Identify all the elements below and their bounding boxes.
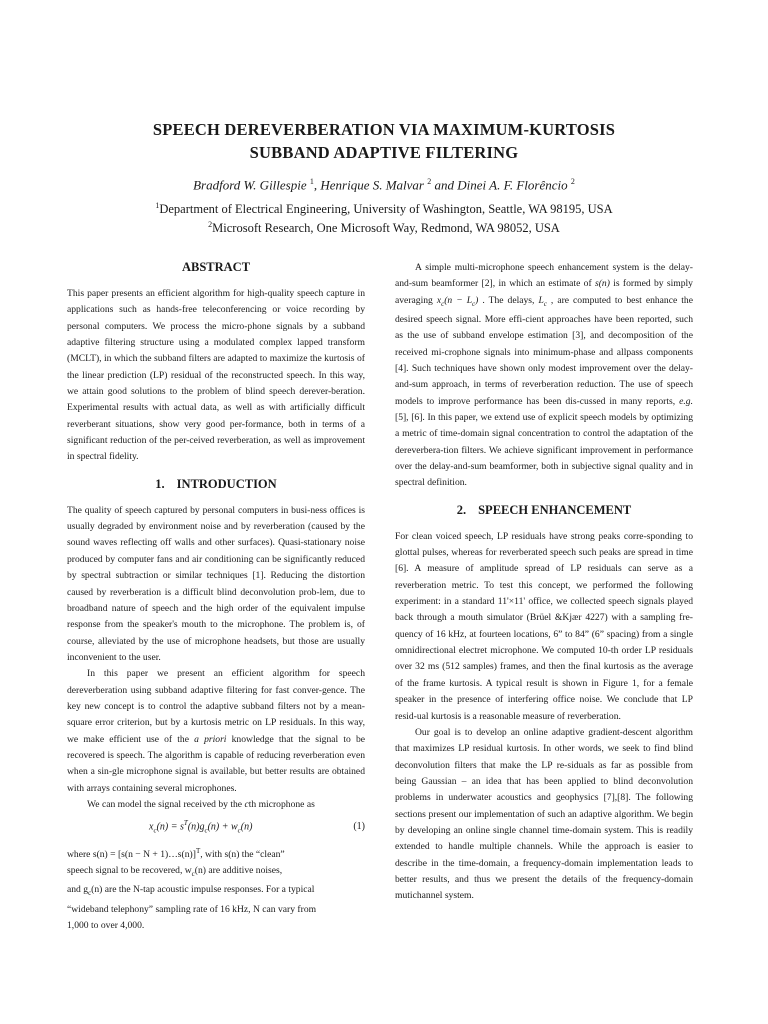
- author-list: [60, 174, 708, 193]
- text-run: (n) are additive noises,: [194, 865, 283, 877]
- affiliation-text: Microsoft Research, One Microsoft Way, Redmond, WA 98052, USA: [212, 221, 560, 236]
- text-run: [5], [6]. In this paper, we extend use of explicit speech models by optimizing a metric of time-domain signal concentration to control the adaptation of the dereverbera-tion filters. We achieve significant improvement in performance over the delay-and-sum beamformer, both in subjective signal quality and in spectral definition.: [395, 412, 693, 489]
- text-run: “wideband telephony” sampling rate of 16 kHz, N can vary from: [67, 903, 317, 915]
- title-line-2: SUBBAND ADAPTIVE FILTERING: [249, 143, 519, 162]
- right-column: [395, 260, 693, 905]
- author-separator: and: [431, 177, 458, 193]
- text-run: th microphone as: [248, 798, 315, 810]
- text-run: A simple multi-microphone speech enhancement system is the delay-and-sum beamformer [2], in which an estimate of: [395, 262, 693, 290]
- eq-part: (n): [240, 821, 253, 833]
- equation-body: $x_c(n) = s^T(n)g_c(n) + w_c(n)$: [149, 819, 253, 835]
- math-symbol: L: [538, 294, 544, 306]
- eq-part: x: [149, 821, 154, 833]
- italic-text: e.g.: [679, 395, 693, 407]
- text-run: , with s(n) the “clean”: [200, 848, 285, 860]
- italic-text: c: [244, 798, 249, 810]
- equation-1: [67, 813, 365, 840]
- text-run: We can model the signal received by the: [87, 798, 245, 810]
- section-heading-introduction: [67, 476, 365, 492]
- equation-number: (1): [353, 820, 365, 832]
- author-affiliation-mark: 2: [570, 177, 575, 186]
- abstract-text: This paper presents an efficient algorithm for high-quality speech capture in applications such as hands-free teleconferencing or voice recording by personal computers. We process the micro-phone signals by a subband adaptive filtering structure using a modulated complex lapped transform (MCLT), in which the subband filters are adapted to maximize the kurtosis of the linear prediction (LP) residual of the reconstructed speech. In this way, we attain good solutions to the problem of blind speech derever-beration. Experimental results with actual data, as well as with artificially difficult reverberant situations, show very good per-formance, both in terms of a significant reduction of the per-ceived reverberation, as well as improvement in spectral fidelity.: [67, 288, 365, 463]
- affiliation-line: [60, 198, 708, 217]
- eq-part: (n)g: [187, 821, 205, 833]
- equation-explanation: where s(n) = [s(n − N + 1)…s(n)]$^T$, with s(n) the “clean” speech signal to be recovered, $w_c(n)$ are additive noises, and $g_c(n)$ are the N-tap acoustic impulse responses. For a typical “wideband telephony” sampling rate of 16 kHz, N can vary from 1,000 to over 4,000.: [67, 846, 317, 932]
- intro-paragraph-1: The quality of speech captured by personal computers in busi-ness offices is usually degraded by environment noise and by reverberation (caused by the sound waves reflecting off walls and other surfaces). Quasi-stationary noise produced by computer fans and air conditioning can be significantly reduced by spectral subtraction or similar techniques [1]. Reducing the distortion caused by reverberation is a difficult blind deconvolution prob-lem, due to broadband nature of speech and the high order of the equivalent impulse response from the speaker's mouth to the microphone. The problem is, of course, alleviated by the use of microphone headsets, but those are usually inconvenient to the user.: [67, 504, 365, 663]
- abstract-heading: ABSTRACT: [181, 260, 251, 274]
- section-title: SPEECH ENHANCEMENT: [478, 502, 632, 517]
- author-name: Henrique S. Malvar: [320, 177, 424, 193]
- eq-part: (n) + w: [207, 821, 238, 833]
- intro-paragraph-2: [67, 666, 365, 797]
- affiliation-mark: 2: [208, 220, 213, 230]
- author-separator: ,: [313, 177, 321, 193]
- author-affiliation-mark: 1: [309, 177, 314, 186]
- text-run: In this paper we present an efficient algorithm for speech dereverberation using subband adaptive filtering for fast conver-gence. The key new concept is to control the adaptive subband filters not by a mean-square error criterion, but by a kurtosis metric on LP residuals. In this way, we make efficient use of the: [67, 668, 365, 745]
- paper-title: [60, 118, 708, 164]
- affiliations: [60, 198, 708, 236]
- right-paragraph-1: A simple multi-microphone speech enhancement system is the delay-and-sum beamformer [2], in which an estimate of s(n) is formed by simply averaging $x_c(n - L_c)$ . The delays, $L_c$ , are computed to best enhance the desired speech signal. More effi-cient approaches have been reported, such as the use of subband envelope estimation [3], and decomposition of the received mi-crophone signals into minimum-phase and allpass components [4]. Such techniques have shown only modest improvement over the delay-and-sum approach, in terms of reverberation reduction. The use of speech models to improve performance has been dis-cussed in many reports, e.g. [5], [6]. In this paper, we extend use of explicit speech models by optimizing a metric of time-domain signal concentration to control the adaptation of the dereverbera-tion filters. We achieve significant improvement in performance over the delay-and-sum beamformer, both in subjective signal quality and in spectral definition.: [395, 262, 693, 489]
- intro-paragraph-3: [67, 797, 365, 813]
- text-run: is formed by simply averaging: [395, 278, 693, 306]
- math-symbol: (n − L: [444, 294, 473, 306]
- affiliation-text: Department of Electrical Engineering, University of Washington, Seattle, WA 98195, USA: [159, 202, 613, 217]
- title-line-1: SPEECH DEREVERBERATION VIA MAXIMUM-KURTOSIS: [152, 120, 616, 139]
- section-number: 1.: [155, 476, 165, 491]
- eq-part: (n) = s: [156, 821, 184, 833]
- section2-paragraph-1: For clean voiced speech, LP residuals have strong peaks corre-sponding to glottal pulses, whereas for reverberated speech such peaks are spread in time [6]. A measure of amplitude spread of LP residuals can serve as a reverberation metric. To test this concept, we performed the following experiment: in a standard 11'×11' office, we collected speech signals played back through a mouth simulator (Brüel &Kjær 4227) with a sampling fre-quency of 16 kHz, at fourteen locations, 6” to 84” (6” spacing) from a single omnidirectional electret microphone. We computed 10-th order LP residuals over 32 ms (512 samples) frames, and then the final kurtosis as the average of the frame kurtosis. A typical result is shown in Figure 1, for a female speaker in the presence of interfering office noise. We conclude that LP resid-ual kurtosis is a reasonable measure of reverberation.: [395, 530, 693, 722]
- section-number: 2.: [456, 502, 467, 517]
- text-run: and g: [67, 884, 89, 896]
- math-symbol: ): [475, 294, 479, 306]
- author-name: Dinei A. F. Florêncio: [457, 177, 568, 193]
- affiliation-line: [60, 217, 708, 236]
- left-column: [67, 259, 365, 934]
- math-subscript: c: [441, 299, 445, 308]
- text-run: 1,000 to over 4,000.: [67, 920, 145, 932]
- author-affiliation-mark: 2: [427, 177, 432, 186]
- math-subscript: c: [543, 299, 547, 308]
- text-run: , are computed to best enhance the desired speech signal. More effi-cient approaches have been reported, such as the use of subband envelope estimation [3], and decomposition of the received mi-crophone signals into minimum-phase and allpass components [4]. Such techniques have shown only modest improvement over the delay-and-sum approach, in terms of reverberation reduction. The use of speech models to improve performance has been dis-cussed in many reports,: [395, 294, 693, 407]
- text-run: (n) are the N-tap acoustic impulse responses. For a typical: [91, 884, 315, 896]
- text-run: where s(n) = [s(n − N + 1)…s(n)]: [67, 848, 196, 860]
- text-run: speech signal to be recovered, w: [67, 865, 192, 877]
- section-title: INTRODUCTION: [176, 476, 277, 491]
- section-heading-speech-enhancement: [395, 502, 693, 518]
- text-run: knowledge that the signal to be recovered is speech. The algorithm is capable of reducing reverberation even when a sin-gle microphone signal is available, but better results are obtained with arrays containing several microphones.: [67, 733, 366, 794]
- math-symbol: x: [436, 294, 442, 306]
- affiliation-mark: 1: [155, 201, 160, 210]
- text-run: . The delays,: [478, 294, 539, 306]
- italic-text: s(n): [594, 278, 610, 290]
- author-name: Bradford W. Gillespie: [193, 177, 307, 193]
- section2-paragraph-2: Our goal is to develop an online adaptive gradient-descent algorithm that maximizes LP residual kurtosis. In other words, we seek to find blind deconvolution filters that make the LP re-siduals as far as possible from being Gaussian – an idea that has been applied to blind deconvolution problems in underwater acoustics and geophysics [7],[8]. The following sections present our implementation of such an adaptive algorithm. We begin by developing an online single channel time-domain system. This is readily extended to handle multiple channels. While the approach is easier to describe in the time-domain, a frequency-domain implementation leads to better results, and thus we present the details of the frequency-domain mutichannel system.: [395, 726, 693, 902]
- italic-text: a priori: [194, 733, 227, 745]
